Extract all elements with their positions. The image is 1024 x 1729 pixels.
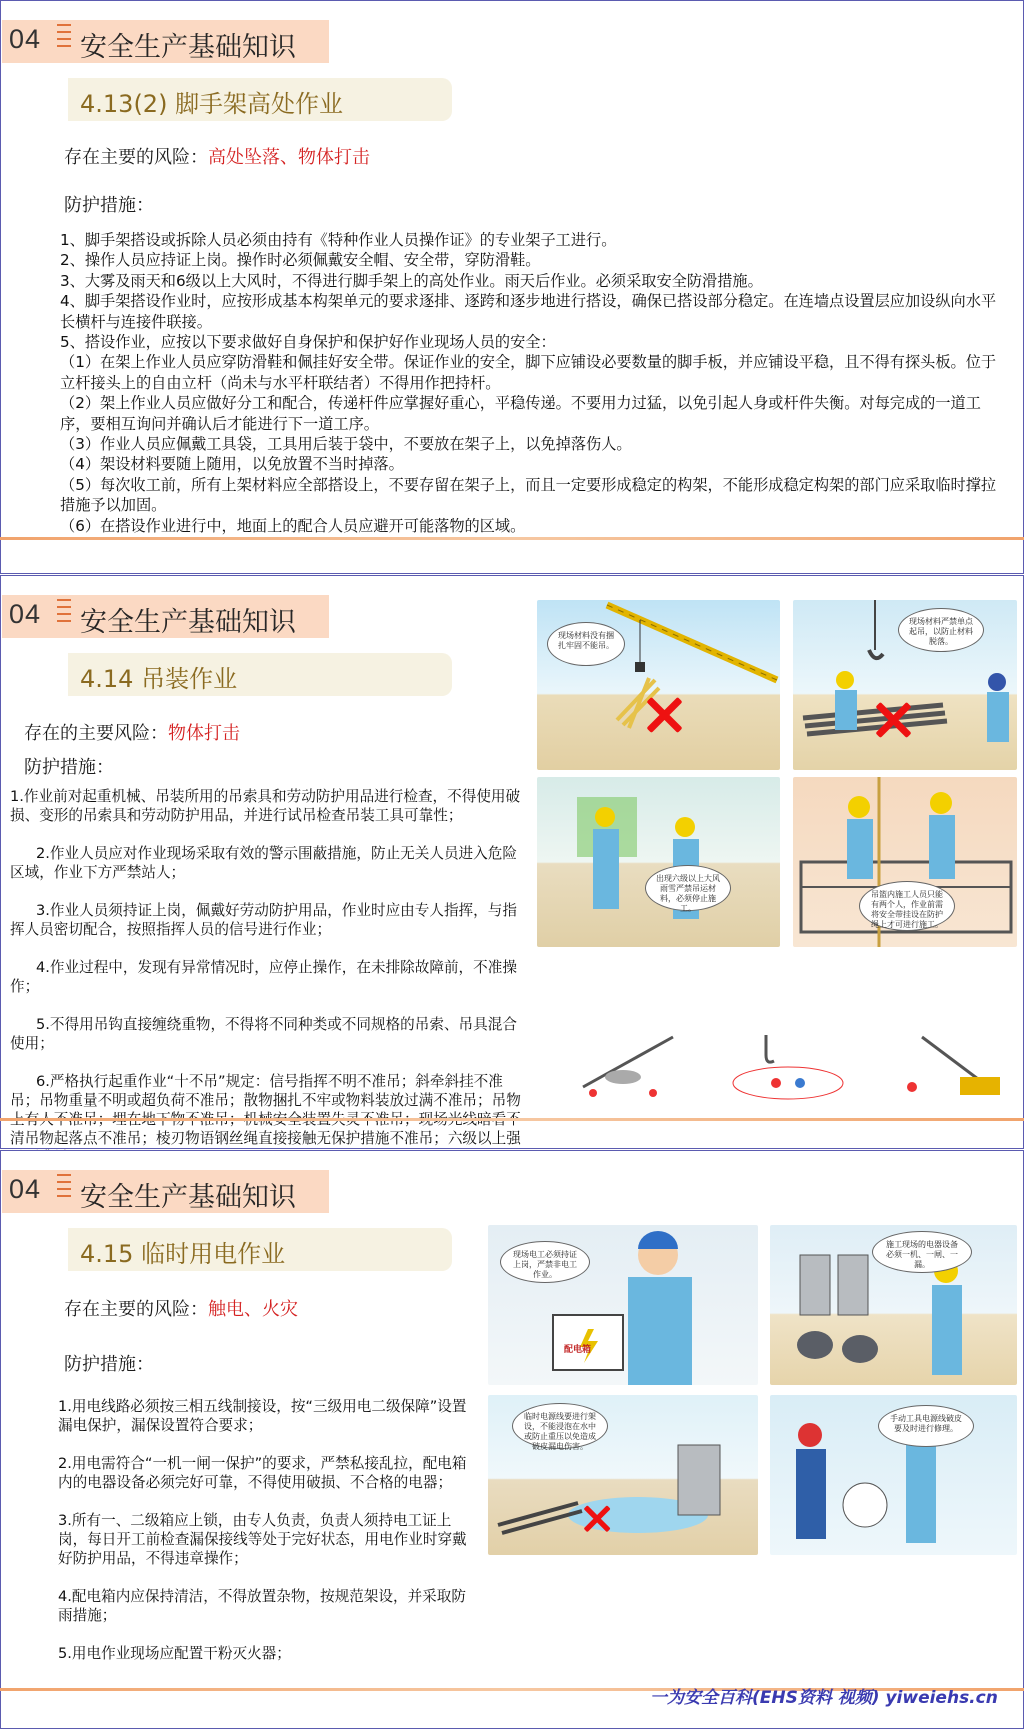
cross-mark-icon: [644, 695, 684, 735]
list-item: 2.作业人员应对作业现场采取有效的警示围蔽措施，防止无关人员进入危险区域，作业下方严禁站人；: [10, 845, 517, 881]
slide-scaffold: [0, 0, 1024, 574]
header-lines-decoration: [57, 1174, 71, 1208]
speech-bubble: 手动工具电源线破皮要及时进行修理。: [878, 1405, 974, 1447]
cross-mark-icon: [873, 700, 913, 740]
list-item: 4.作业过程中，发现有异常情况时，应停止操作，在未排除故障前，不准操作；: [10, 959, 517, 995]
list-item: 4.配电箱内应保持清洁，不得放置杂物，按规范架设，并采取防雨措施；: [58, 1588, 466, 1624]
risk-line: [24, 719, 240, 745]
section-title: 安全生产基础知识: [80, 32, 296, 63]
header-lines-decoration: [57, 599, 71, 633]
list-item: 1.作业前对起重机械、吊装所用的吊索具和劳动防护用品进行检查，不得使用破损、变形的吊索具和劳动防护用品，并进行试吊检查吊装工具可靠性；: [10, 788, 521, 824]
risk-value: 触电、火灾: [208, 1299, 298, 1320]
measures-list: [60, 230, 1010, 536]
list-item: （4）架设材料要随上随用，以免放置不当时掉落。: [60, 455, 404, 474]
cable-illustration: [488, 1395, 758, 1555]
speech-bubble: 施工现场的电器设备必须一机、一闸、一漏。: [872, 1231, 972, 1273]
list-item: 1、脚手架搭设或拆除人员必须由持有《特种作业人员操作证》的专业架子工进行。: [60, 231, 617, 249]
topic-subtitle: [68, 653, 452, 696]
risk-label: 存在的主要风险：: [24, 723, 168, 744]
list-item: 5、搭设作业，应按以下要求做好自身保护和保护好作业现场人员的安全：: [60, 333, 556, 352]
risk-label: 存在主要的风险：: [64, 147, 208, 168]
distribution-box-label: 配电箱: [564, 1345, 592, 1355]
list-item: 2.用电需符合“一机一闸一保护”的要求，严禁私接乱拉，配电箱内的电器设备必须完好可靠，不得使用破损、不合格的电器；: [58, 1455, 467, 1491]
list-item: 1.用电线路必须按三相五线制接设，按“三级用电二级保障”设置漏电保护，漏保设置符合要求；: [58, 1398, 467, 1434]
speech-bubble: 出现六级以上大风雨雪严禁吊运材料，必须停止施工。: [645, 865, 731, 911]
workers-icon: [537, 777, 780, 947]
wind-warning-illustration: [537, 777, 780, 947]
section-header: [2, 1170, 329, 1213]
section-title: 安全生产基础知识: [80, 607, 296, 638]
lifting-strip-2: [726, 1027, 851, 1107]
section-header: [2, 595, 329, 638]
topic-subtitle-text: 4.15 临时用电作业: [80, 1240, 286, 1268]
topic-subtitle: [68, 78, 452, 121]
electrician-illustration: [488, 1225, 758, 1385]
tool-repair-illustration: [770, 1395, 1017, 1555]
section-number: 04: [9, 24, 42, 54]
speech-bubble: 现场电工必须持证上岗，严禁非电工作业。: [500, 1241, 590, 1283]
speech-bubble: 现场材料严禁单点起吊，以防止材料脱落。: [898, 608, 984, 652]
list-item: （6）在搭设作业进行中，地面上的配合人员应避开可能落物的区域。: [60, 516, 526, 535]
list-item: 3.作业人员须持证上岗，佩戴好劳动防护用品，作业时应由专人指挥，与指挥人员密切配合，按照指挥人员的信号进行作业；: [10, 902, 517, 938]
list-item: （1）在架上作业人员应穿防滑鞋和佩挂好安全带。保证作业的安全，脚下应铺设必要数量的脚手板，并应铺设平稳，且不得有探头板。位于立杆接头上的自由立杆（尚未与水平杆联结者）不得用作把持杆。: [60, 353, 997, 392]
slide-lifting: [0, 575, 1024, 1149]
list-item: 5.用电作业现场应配置干粉灭火器；: [58, 1645, 291, 1662]
risk-value: 高处坠落、物体打击: [208, 147, 370, 168]
lifting-strip-3: [892, 1027, 1017, 1107]
list-item: （5）每次收工前，所有上架材料应全部搭设上，不要存留在架子上，而且一定要形成稳定的构架，不能形成稳定构架的部门应采取临时撑拉措施予以加固。: [60, 475, 997, 515]
list-item: 5.不得用吊钩直接缠绕重物，不得将不同种类或不同规格的吊索、吊具混合使用；: [10, 1016, 517, 1052]
watermark-footer: 一为安全百科(EHS资料 视频) yiweiehs.cn: [650, 1688, 998, 1708]
risk-line: [64, 143, 370, 169]
list-item: 3、大雾及雨天和6级以上大风时，不得进行脚手架上的高处作业。雨天后作业。必须采取安全防滑措施。: [60, 271, 763, 290]
list-item: 6.严格执行起重作业“十不吊”规定：信号指挥不明不准吊；斜牵斜挂不准吊；吊物重量不明或超负荷不准吊；散物捆扎不牢或物料装放过满不准吊；吊物 清吊物起落点不准吊；棱刃物语钢丝绳直接接触无保护措施不准吊；六级以上强: [10, 1073, 521, 1147]
cross-mark-icon: [582, 1504, 605, 1527]
list-item: 4、脚手架搭设作业时，应按形成基本构架单元的要求逐排、逐跨和逐步地进行搭设，确保已搭设部分稳定。在连墙点设置层应加设纵向水平长横杆与连接件联接。: [60, 292, 997, 331]
header-lines-decoration: [57, 24, 71, 58]
risk-label: 存在主要的风险：: [64, 1299, 208, 1320]
hook-small-icon: [726, 1027, 851, 1107]
risk-value: 物体打击: [168, 723, 240, 744]
measures-label: 防护措施：: [64, 195, 154, 216]
measures-label: 防护措施：: [24, 757, 114, 778]
rebar-lifting-illustration: [793, 600, 1017, 770]
section-number: 04: [9, 1174, 42, 1204]
speech-bubble: 吊篮内施工人员只能有两个人，作业前需将安全带挂设在防护绳上才可进行施工。: [859, 881, 955, 931]
crane-truck-icon: [892, 1027, 1017, 1107]
list-item: （3）作业人员应佩戴工具袋，工具用后装于袋中，不要放在架子上，以免掉落伤人。: [60, 435, 632, 454]
list-item: 2、操作人员应持证上岗。操作时必须佩戴安全帽、安全带，穿防滑鞋。: [60, 251, 541, 270]
list-item: 3.所有一、二级箱应上锁，由专人负责，负责人须持电工证上岗，每日开工前检查漏保接线等处于完好状态，用电作业时穿戴好防护用品，不得违章操作；: [58, 1512, 467, 1567]
crane-small-icon: [563, 1027, 688, 1107]
measures-label: 防护措施：: [64, 1354, 154, 1375]
topic-subtitle: [68, 1228, 452, 1271]
section-header: [2, 20, 329, 63]
section-title: 安全生产基础知识: [80, 1182, 296, 1213]
lifting-strip-1: [563, 1027, 688, 1107]
measures-list: [58, 1397, 468, 1682]
topic-subtitle-text: 4.13(2) 脚手架高处作业: [80, 90, 344, 118]
gondola-illustration: [793, 777, 1017, 947]
list-item: （2）架上作业人员应做好分工和配合，传递杆件应掌握好重心，平稳传递。不要用力过猛，以免引起人身或杆件失衡。对每完成的一道工序，要相互询问并确认后才能进行下一道工序。: [60, 394, 981, 433]
speech-bubble: 现场材料没有捆扎牢固不能吊。: [547, 622, 625, 666]
risk-line: [64, 1295, 298, 1321]
topic-subtitle-text: 4.14 吊装作业: [80, 665, 238, 693]
speech-bubble: 临时电源线要进行架设，不能浸泡在水中或防止重压以免造成破皮漏电伤害。: [512, 1403, 608, 1449]
bottom-divider: [0, 537, 1024, 540]
equipment-illustration: [770, 1225, 1017, 1385]
bottom-divider: [0, 1118, 1024, 1121]
measures-list: [10, 787, 530, 1186]
section-number: 04: [9, 599, 42, 629]
crane-illustration: [537, 600, 780, 770]
slide-temporary-power: [0, 1150, 1024, 1729]
